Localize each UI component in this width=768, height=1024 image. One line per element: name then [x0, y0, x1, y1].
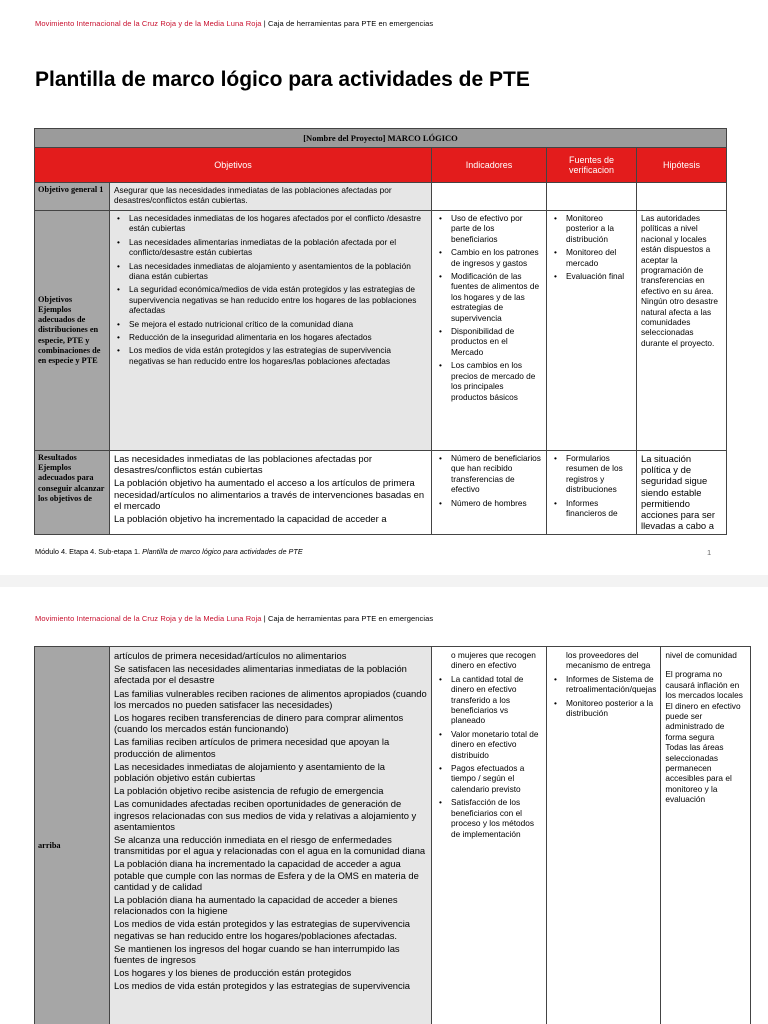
document-page-2	[0, 587, 768, 1024]
results-continued-cell	[110, 647, 432, 1024]
list-item: • Modificación de las fuentes de alimentos de los hogares y de las estrategias de supervivencia	[451, 271, 542, 323]
sources-list	[551, 213, 632, 281]
list-item: • Los medios de vida están protegidos y las estrategias de supervivencia negativas se han reducido entre los hogares/las poblaciones afectadas	[129, 345, 427, 366]
header-toolkit: Caja de herramientas para PTE en emergencias	[267, 614, 434, 623]
results-sources-cell	[547, 451, 637, 535]
result-text: Los medios de vida están protegidos y las estrategias de supervivencia	[114, 980, 411, 992]
indicator-continued-text: o mujeres que recogen dinero en efectivo	[451, 650, 536, 671]
result-text: La población objetivo ha aumentado el acceso a los artículos de primera necesidad/artículos no alimentarios a través de intervenciones basadas en el mercado	[114, 477, 425, 511]
footer-prefix: Módulo 4. Etapa 4. Sub-etapa 1.	[35, 547, 143, 556]
list-item: • Las necesidades alimentarias inmediatas de la población afectada por el conflicto/desastre están cubiertas	[129, 237, 427, 258]
result-text: La población objetivo recibe asistencia de refugio de emergencia	[114, 785, 384, 797]
list-item: • Monitoreo posterior a la distribución	[566, 213, 632, 244]
result-text: Las comunidades afectadas reciben oportunidades de generación de ingresos relacionadas con sus medios de vida y relativas a alojamiento y asentamientos	[114, 798, 417, 832]
table-header-row	[35, 148, 727, 183]
header-org: Movimiento Internacional de la Cruz Roja y de la Media Luna Roja	[35, 614, 262, 623]
objectives-indicators-cell	[432, 211, 547, 451]
list-item: • Informes de Sistema de retroalimentación/quejas	[566, 674, 656, 695]
project-title: [Nombre del Proyecto] MARCO LÓGICO	[35, 129, 727, 148]
continued-sources-cell	[547, 647, 661, 1024]
result-text: Las familias vulnerables reciben raciones de alimentos apropiados (cuando los mercados no pueden satisfacer las necesidades)	[114, 687, 427, 710]
general-objective-row	[35, 183, 727, 211]
general-objective-text: Asegurar que las necesidades inmediatas de las poblaciones afectadas por desastres/conflictos están cubiertas.	[110, 183, 432, 211]
objectives-list	[114, 213, 427, 366]
result-text: Se alcanza una reducción inmediata en el riesgo de enfermedades transmitidas por el agua y relacionadas con el agua en la comunidad diana	[114, 834, 426, 857]
hypothesis-text: nivel de comunidad	[665, 650, 737, 660]
list-item: • Monitoreo del mercado	[566, 247, 632, 268]
general-objective-sources	[547, 183, 637, 211]
list-item: • Cambio en los patrones de ingresos y gastos	[451, 247, 542, 268]
sources-list	[551, 453, 632, 518]
result-text: Se mantienen los ingresos del hogar cuando se han interrumpido las fuentes de ingresos	[114, 942, 400, 966]
running-header	[35, 614, 433, 623]
header-objectives: Objetivos	[35, 148, 432, 183]
hypothesis-text: Ningún otro desastre natural afecta a las comunidades seleccionadas durante el proyecto.	[641, 296, 719, 348]
result-text: Las necesidades inmediatas de alojamiento y asentamiento de la población objetivo están cubiertas	[114, 760, 386, 784]
result-text: La población objetivo ha incrementado la capacidad de acceder a	[114, 513, 387, 525]
list-item: • La seguridad económica/medios de vida están protegidos y las estrategias de supervivencia negativas se han reducido entre los hogares de las poblaciones afectadas	[129, 284, 427, 315]
header-separator: |	[261, 614, 268, 623]
objectives-hypotheses-cell	[637, 211, 727, 451]
hypothesis-text: El dinero en efectivo puede ser administrado de forma segura	[665, 700, 741, 742]
running-header	[35, 19, 433, 28]
hypothesis-text: Las autoridades políticas a nivel nacional y locales están dispuestos a aceptar la programación de transferencias en efectivo en su área.	[641, 213, 714, 296]
header-toolkit: Caja de herramientas para PTE en emergencias	[267, 19, 434, 28]
list-item: • Uso de efectivo por parte de los beneficiarios	[451, 213, 542, 244]
objectives-row	[35, 211, 727, 451]
continued-row-label: arriba	[35, 647, 110, 1024]
page-number: 1	[707, 548, 712, 557]
list-item: • Reducción de la inseguridad alimentaria en los hogares afectados	[129, 332, 427, 342]
general-objective-hypotheses	[637, 183, 727, 211]
result-text: Los hogares y los bienes de producción están protegidos	[114, 967, 352, 979]
results-hypotheses-cell: La situación política y de seguridad sigue siendo estable permitiendo acciones para ser llevadas a cabo a	[637, 451, 727, 535]
source-continued-text: los proveedores del mecanismo de entrega	[566, 650, 651, 671]
list-item: • Satisfacción de los beneficiarios con el proceso y los métodos de implementación	[451, 797, 542, 839]
hypothesis-text: Todas las áreas seleccionadas permanecen accesibles para el monitoreo y la evaluación	[665, 742, 732, 805]
list-item: • Valor monetario total de dinero en efectivo distribuido	[451, 729, 542, 760]
list-item: • Los cambios en los precios de mercado de los principales productos básicos	[451, 360, 542, 402]
continued-hypotheses-cell	[661, 647, 751, 1024]
list-item: • Las necesidades inmediatas de los hogares afectados por el conflicto /desastre están cubiertas	[129, 213, 427, 234]
header-sources: Fuentes de verificacion	[547, 148, 637, 183]
objectives-sources-cell	[547, 211, 637, 451]
results-indicators-cell	[432, 451, 547, 535]
list-item: • Monitoreo posterior a la distribución	[566, 698, 656, 719]
list-item: • Número de beneficiarios que han recibido transferencias de efectivo	[451, 453, 542, 495]
indicators-list	[436, 674, 542, 839]
result-text: Se satisfacen las necesidades alimentarias inmediatas de la población afectada por el desastre	[114, 663, 407, 686]
list-item: • Se mejora el estado nutricional crítico de la comunidad diana	[129, 319, 427, 329]
list-item: • Informes financieros de	[566, 498, 632, 519]
results-row-continued	[35, 647, 751, 1024]
list-item: • Pagos efectuados a tiempo / según el calendario previsto	[451, 763, 542, 794]
result-text: Las necesidades inmediatas de las poblaciones afectadas por desastres/conflictos están cubiertas	[114, 453, 372, 476]
result-text: Los medios de vida están protegidos y las estrategias de supervivencia negativas se han reducido entre los hogares/poblaciones afectadas.	[114, 918, 411, 941]
continued-indicators-cell	[432, 647, 547, 1024]
header-indicators: Indicadores	[432, 148, 547, 183]
table-title-row	[35, 129, 727, 148]
general-objective-indicators	[432, 183, 547, 211]
hypothesis-text: El programa no causará inflación en los mercados locales	[665, 669, 743, 701]
page-title: Plantilla de marco lógico para actividades de PTE	[35, 68, 530, 91]
footer-title: Plantilla de marco lógico para actividades de PTE	[142, 547, 303, 556]
result-text: Las familias reciben artículos de primera necesidad que apoyan la producción de alimentos	[114, 736, 390, 759]
results-row	[35, 451, 727, 535]
list-item: • Las necesidades inmediatas de alojamiento y asentamientos de la población diana están cubiertas	[129, 261, 427, 282]
list-item: • La cantidad total de dinero en efectivo transferido a los beneficiarios vs planeado	[451, 674, 542, 726]
sources-list	[551, 674, 656, 719]
general-objective-label: Objetivo general 1	[35, 183, 110, 211]
header-separator: |	[261, 19, 268, 28]
results-cell	[110, 451, 432, 535]
list-item: • Formularios resumen de los registros y distribuciones	[566, 453, 632, 495]
objectives-cell	[110, 211, 432, 451]
page-gap	[0, 575, 768, 587]
result-text: Los hogares reciben transferencias de dinero para comprar alimentos (cuando los mercados están funcionando)	[114, 712, 404, 735]
indicators-list	[436, 213, 542, 402]
list-item: • Número de hombres	[451, 498, 542, 508]
indicators-list	[436, 453, 542, 508]
header-hypotheses: Hipótesis	[637, 148, 727, 183]
result-text: La población diana ha aumentado la capacidad de acceder a bienes relacionados con la higiene	[114, 894, 398, 917]
result-text: La población diana ha incrementado la capacidad de acceder a agua potable que cumple con las normas de Esfera y de la OMS en materia de cantidad y de calidad	[114, 858, 419, 892]
page-footer	[35, 547, 303, 556]
list-item: • Disponibilidad de productos en el Mercado	[451, 326, 542, 357]
result-text: artículos de primera necesidad/artículos no alimentarios	[114, 650, 347, 661]
logframe-table	[34, 128, 727, 535]
header-org: Movimiento Internacional de la Cruz Roja y de la Media Luna Roja	[35, 19, 262, 28]
objectives-label: Objetivos Ejemplos adecuados de distribuciones en especie, PTE y combinaciones de en especie y PTE	[35, 211, 110, 451]
logframe-table-continued	[34, 646, 751, 1024]
results-label: Resultados Ejemplos adecuados para conseguir alcanzar los objetivos de	[35, 451, 110, 535]
list-item: • Evaluación final	[566, 271, 632, 281]
